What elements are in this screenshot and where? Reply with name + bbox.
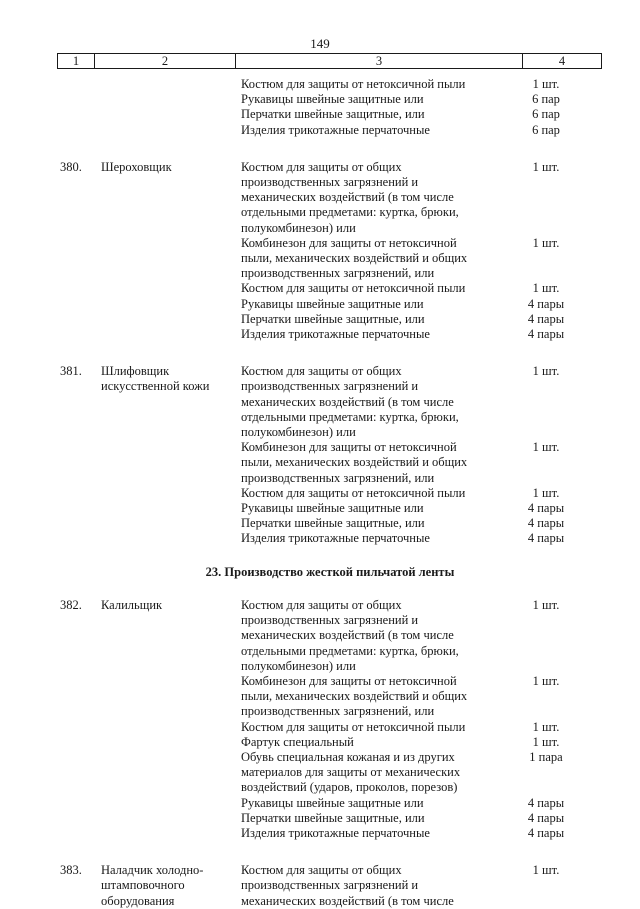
item-name: [241, 107, 501, 122]
item-name: [241, 440, 501, 486]
item-quantity: 4 пары: [527, 516, 565, 531]
item-row: [241, 92, 640, 107]
item-name-line: Изделия трикотажные перчаточные: [241, 122, 430, 137]
item-name-line: производственных загрязнений, или: [241, 704, 435, 719]
item-quantity: 4 пары: [527, 531, 565, 546]
profession-line: штамповочного: [101, 878, 185, 893]
item-name-line: механических воздействий (в том числе: [241, 893, 454, 908]
item-name-line: полукомбинезон) или: [241, 425, 356, 440]
item-quantity: 4 пары: [527, 795, 565, 810]
item-quantity: 1 шт.: [532, 734, 560, 749]
item-name-line: производственных загрязнений и: [241, 878, 419, 893]
item-name-line: Костюм для защиты от общих: [241, 597, 402, 612]
item-name-line: пыли, механических воздействий и общих: [241, 689, 468, 704]
column-header-row: [57, 53, 602, 69]
table-row: [0, 364, 640, 546]
item-row: [241, 440, 640, 486]
item-row: [241, 720, 640, 735]
item-name-line: Костюм для защиты от общих: [241, 159, 402, 174]
item-name-line: Рукавицы швейные защитные или: [241, 795, 424, 810]
item-name: [241, 281, 501, 296]
item-quantity: 6 пар: [532, 107, 560, 122]
continuation-entry: [0, 77, 640, 138]
item-quantity: 1 шт.: [532, 863, 560, 878]
item-row: [241, 281, 640, 296]
item-quantity: 4 пары: [527, 501, 565, 516]
item-row: [241, 796, 640, 811]
item-name-line: механических воздействий (в том числе: [241, 190, 454, 205]
item-name-line: Перчатки швейные защитные, или: [241, 311, 425, 326]
item-name: [241, 598, 501, 674]
item-quantity: 1 шт.: [532, 235, 560, 250]
page-number: 149: [310, 36, 330, 51]
item-name-line: Костюм для защиты от общих: [241, 863, 402, 878]
item-name-line: Костюм для защиты от нетоксичной пыли: [241, 77, 466, 91]
item-name: [241, 750, 501, 796]
item-name-line: Рукавицы швейные защитные или: [241, 501, 424, 516]
item-name-line: механических воздействий (в том числе: [241, 628, 454, 643]
item-name-line: Костюм для защиты от нетоксичной пыли: [241, 485, 466, 500]
item-name-line: производственных загрязнений и: [241, 613, 419, 628]
item-name-line: производственных загрязнений и: [241, 175, 419, 190]
item-name-line: Костюм для защиты от нетоксичной пыли: [241, 281, 466, 296]
item-quantity: 1 шт.: [532, 485, 560, 500]
item-row: [241, 107, 640, 122]
profession-line: искусственной кожи: [101, 379, 210, 394]
item-name: [241, 735, 501, 750]
item-row: [241, 674, 640, 720]
item-row: [241, 863, 640, 909]
item-name: [241, 236, 501, 282]
item-row: [241, 750, 640, 796]
row-number: 383.: [60, 863, 82, 878]
table-row: [0, 598, 640, 841]
item-name: [241, 796, 501, 811]
item-quantity: 6 пар: [532, 92, 560, 107]
item-quantity: 1 шт.: [532, 673, 560, 688]
item-quantity: 1 шт.: [532, 719, 560, 734]
item-name: [241, 863, 501, 909]
item-quantity: 6 пар: [532, 122, 560, 137]
item-name-line: Перчатки швейные защитные, или: [241, 516, 425, 531]
item-quantity: 1 шт.: [532, 440, 560, 455]
item-quantity: 4 пары: [527, 825, 565, 840]
item-name: [241, 674, 501, 720]
item-name-line: Изделия трикотажные перчаточные: [241, 825, 430, 840]
item-name: [241, 516, 501, 531]
item-quantity: 4 пары: [527, 311, 565, 326]
item-name-line: пыли, механических воздействий и общих: [241, 455, 468, 470]
item-quantity: 4 пары: [527, 810, 565, 825]
item-row: [241, 160, 640, 236]
item-name-line: Костюм для защиты от нетоксичной пыли: [241, 719, 466, 734]
item-name: [241, 486, 501, 501]
item-name-line: Костюм для защиты от общих: [241, 364, 402, 379]
item-name-line: Комбинезон для защиты от нетоксичной: [241, 673, 457, 688]
item-row: [241, 598, 640, 674]
item-name-line: полукомбинезон) или: [241, 220, 356, 235]
item-name: [241, 826, 501, 841]
profession-line: Шероховщик: [101, 159, 172, 174]
item-name-line: производственных загрязнений и: [241, 379, 419, 394]
column-header-2: 2: [95, 54, 236, 68]
item-name-line: Рукавицы швейные защитные или: [241, 296, 424, 311]
item-quantity: 1 шт.: [532, 159, 560, 174]
item-name-line: полукомбинезон) или: [241, 658, 356, 673]
document-body: [0, 77, 640, 909]
item-quantity: 1 шт.: [532, 77, 560, 91]
item-name-line: отдельными предметами: куртка, брюки,: [241, 205, 459, 220]
profession-name: [101, 364, 235, 394]
item-quantity: 4 пары: [527, 327, 565, 342]
row-number: 380.: [60, 159, 82, 174]
column-header-4: 4: [558, 54, 566, 68]
item-name-line: механических воздействий (в том числе: [241, 394, 454, 409]
item-name: [241, 327, 501, 342]
profession-line: оборудования: [101, 893, 175, 908]
item-row: [241, 364, 640, 440]
section-title: 23. Производство жесткой пильчатой ленты: [205, 564, 455, 579]
item-row: [241, 236, 640, 282]
item-row: [241, 486, 640, 501]
item-name: [241, 297, 501, 312]
item-name-line: Комбинезон для защиты от нетоксичной: [241, 440, 457, 455]
item-row: [241, 501, 640, 516]
item-name-line: отдельными предметами: куртка, брюки,: [241, 409, 459, 424]
item-row: [241, 811, 640, 826]
item-name-line: Рукавицы швейные защитные или: [241, 92, 424, 107]
item-name: [241, 123, 501, 138]
item-name: [241, 92, 501, 107]
item-name-line: пыли, механических воздействий и общих: [241, 251, 468, 266]
item-name-line: материалов для защиты от механических: [241, 765, 461, 780]
item-row: [241, 826, 640, 841]
item-row: [241, 123, 640, 138]
item-row: [241, 77, 640, 92]
profession-line: Калильщик: [101, 597, 163, 612]
item-name: [241, 77, 501, 92]
profession-name: [101, 160, 235, 175]
item-row: [241, 531, 640, 546]
item-list: [241, 160, 640, 342]
item-name-line: Изделия трикотажные перчаточные: [241, 531, 430, 546]
item-name-line: производственных загрязнений, или: [241, 470, 435, 485]
item-name: [241, 811, 501, 826]
table-row: [0, 160, 640, 342]
item-quantity: 1 шт.: [532, 364, 560, 379]
item-list: [241, 863, 640, 909]
item-quantity: 1 шт.: [532, 597, 560, 612]
item-row: [241, 735, 640, 750]
column-header-1: 1: [58, 54, 95, 68]
item-row: [241, 297, 640, 312]
item-row: [241, 312, 640, 327]
item-name: [241, 364, 501, 440]
item-row: [241, 516, 640, 531]
table-row: [0, 863, 640, 909]
item-name-line: Перчатки швейные защитные, или: [241, 107, 425, 122]
item-quantity: 4 пары: [527, 296, 565, 311]
item-name-line: Перчатки швейные защитные, или: [241, 810, 425, 825]
item-quantity: 1 шт.: [532, 281, 560, 296]
row-number: 381.: [60, 364, 82, 379]
item-name-line: Изделия трикотажные перчаточные: [241, 327, 430, 342]
item-name: [241, 312, 501, 327]
item-name: [241, 501, 501, 516]
item-row: [241, 327, 640, 342]
item-name-line: Обувь специальная кожаная и из других: [241, 749, 455, 764]
profession-line: Наладчик холодно-: [101, 863, 204, 878]
profession-name: [101, 863, 235, 909]
profession-line: Шлифовщик: [101, 364, 170, 379]
item-name-line: Комбинезон для защиты от нетоксичной: [241, 235, 457, 250]
column-header-3: 3: [236, 54, 523, 68]
item-list: [241, 598, 640, 841]
profession-name: [101, 598, 235, 613]
item-name-line: производственных загрязнений, или: [241, 266, 435, 281]
item-list: [241, 77, 640, 138]
item-name-line: Фартук специальный: [241, 734, 354, 749]
row-number: 382.: [60, 597, 82, 612]
item-quantity: 1 пара: [529, 749, 563, 764]
item-name: [241, 720, 501, 735]
item-name-line: воздействий (ударов, проколов, порезов): [241, 780, 458, 795]
item-name: [241, 160, 501, 236]
item-name-line: отдельными предметами: куртка, брюки,: [241, 643, 459, 658]
item-list: [241, 364, 640, 546]
item-name: [241, 531, 501, 546]
